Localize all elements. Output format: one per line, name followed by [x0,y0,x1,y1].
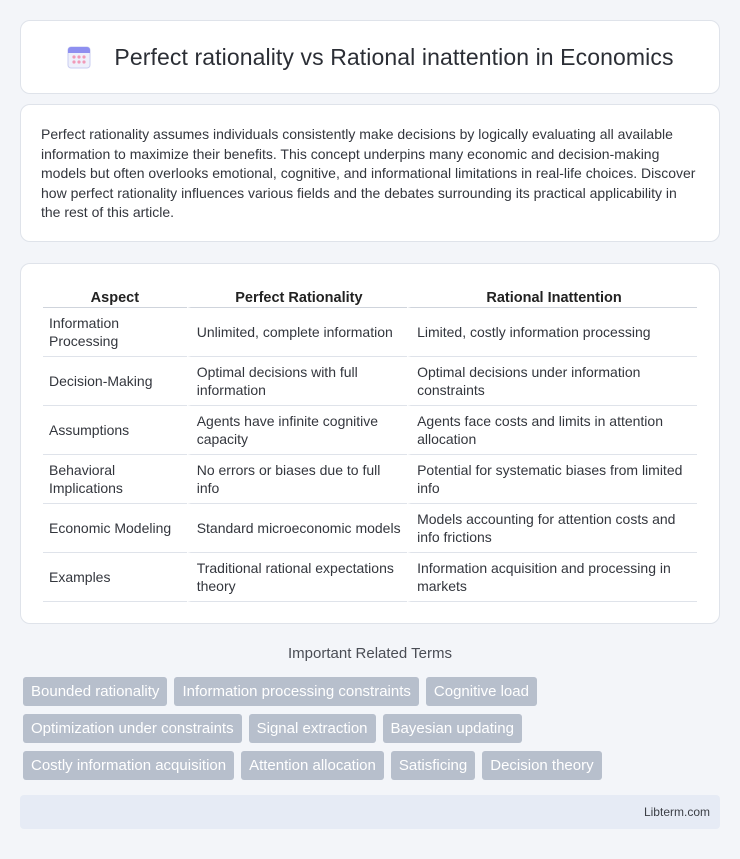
header-rational-inattention: Rational Inattention [407,286,697,308]
cell-aspect: Economic Modeling [43,504,187,553]
cell-inattention: Information acquisition and processing in markets [407,553,697,602]
tag-satisficing[interactable]: Satisficing [391,751,475,780]
cell-perfect: Standard microeconomic models [187,504,407,553]
intro-card [20,104,720,242]
tag-bayesian-updating[interactable]: Bayesian updating [383,714,522,743]
tag-optimization-under-constraints[interactable]: Optimization under constraints [23,714,242,743]
table-row [43,553,697,602]
cell-aspect: Assumptions [43,406,187,455]
cell-perfect: Agents have infinite cognitive capacity [187,406,407,455]
cell-aspect: Decision-Making [43,357,187,406]
intro-text: Perfect rationality assumes individuals consistently make decisions by logically evaluating all available information to maximize their benefits. This concept underpins many economic and decision-making models but often overlooks emotional, cognitive, and informational limitations in real-life choices. Discover how perfect rationality influences various fields and the debates surrounding its practical applicability in the rest of this article. [41,126,696,220]
header-aspect: Aspect [43,286,187,308]
comparison-card [20,263,720,624]
table-row [43,504,697,553]
related-terms-title: Important Related Terms [288,645,452,662]
tag-bounded-rationality[interactable]: Bounded rationality [23,677,167,706]
cell-aspect: Examples [43,553,187,602]
header-perfect-rationality: Perfect Rationality [187,286,407,308]
related-terms [23,677,723,788]
tag-information-processing-constraints[interactable]: Information processing constraints [174,677,418,706]
tag-cognitive-load[interactable]: Cognitive load [426,677,537,706]
tag-attention-allocation[interactable]: Attention allocation [241,751,384,780]
table-header-row [43,286,697,308]
tag-row [23,714,723,743]
calendar-grid-icon [66,44,92,70]
cell-perfect: No errors or biases due to full info [187,455,407,504]
cell-inattention: Agents face costs and limits in attention allocation [407,406,697,455]
table-row [43,406,697,455]
title-card [20,20,720,94]
tag-row [23,751,723,780]
cell-perfect: Unlimited, complete information [187,308,407,357]
cell-inattention: Optimal decisions under information constraints [407,357,697,406]
table-row [43,308,697,357]
tag-signal-extraction[interactable]: Signal extraction [249,714,376,743]
footer [20,795,720,829]
comparison-table [43,286,697,602]
cell-aspect: Behavioral Implications [43,455,187,504]
cell-perfect: Traditional rational expectations theory [187,553,407,602]
tag-row [23,677,723,706]
cell-inattention: Potential for systematic biases from limited info [407,455,697,504]
tag-decision-theory[interactable]: Decision theory [482,751,601,780]
tag-costly-information-acquisition[interactable]: Costly information acquisition [23,751,234,780]
cell-inattention: Models accounting for attention costs and info frictions [407,504,697,553]
table-row [43,455,697,504]
footer-site-link[interactable]: Libterm.com [643,805,710,819]
cell-perfect: Optimal decisions with full information [187,357,407,406]
page-title: Perfect rationality vs Rational inattention in Economics [114,43,674,70]
cell-aspect: Information Processing [43,308,187,357]
table-row [43,357,697,406]
cell-inattention: Limited, costly information processing [407,308,697,357]
